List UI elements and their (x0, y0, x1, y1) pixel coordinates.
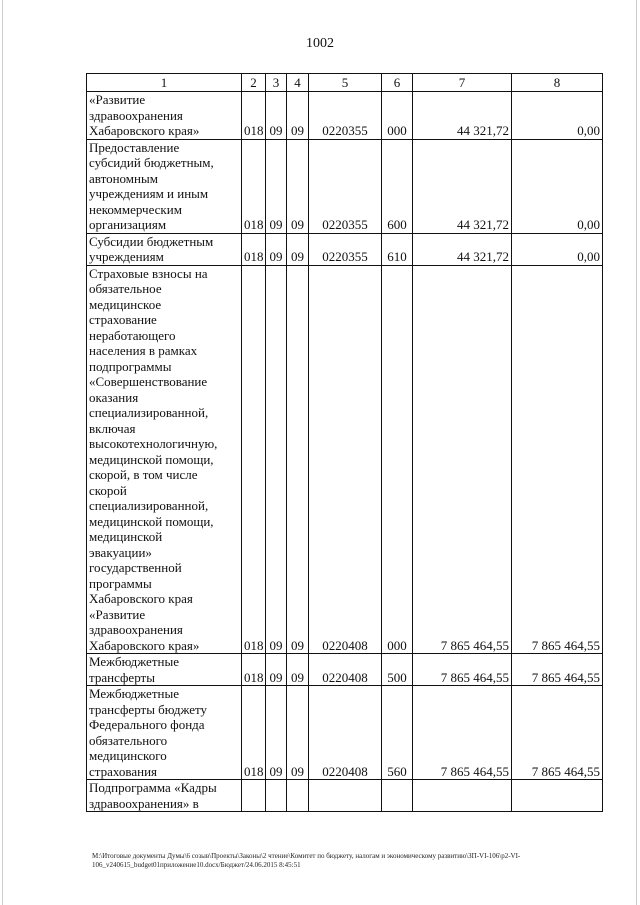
code-cell: 560 (382, 686, 413, 780)
header-cell: 3 (266, 74, 287, 92)
item-name-cell: Межбюджетные трансферты бюджету Федерального фонда обязательного медицинского страхования (87, 686, 242, 780)
header-cell: 1 (87, 74, 242, 92)
header-cell: 2 (242, 74, 266, 92)
code-cell: 018 (242, 92, 266, 140)
table-row (87, 780, 603, 812)
header-cell: 6 (382, 74, 413, 92)
code-cell: 600 (382, 139, 413, 233)
header-row (87, 74, 603, 92)
code-cell (266, 780, 287, 812)
code-cell: 0220355 (309, 92, 382, 140)
table-row (87, 233, 603, 265)
code-cell (287, 780, 309, 812)
item-name-cell: Субсидии бюджетным учреждениям (87, 233, 242, 265)
table-row (87, 265, 603, 654)
code-cell: 500 (382, 654, 413, 686)
code-cell: 0220408 (309, 654, 382, 686)
amount-cell: 7 865 464,55 (512, 265, 603, 654)
document-path-footer (92, 852, 612, 870)
item-name-cell: «Развитие здравоохранения Хабаровского края» (87, 92, 242, 140)
amount-cell (512, 780, 603, 812)
right-scan-edge (636, 0, 637, 905)
amount-cell: 0,00 (512, 233, 603, 265)
code-cell: 000 (382, 265, 413, 654)
header-cell: 5 (309, 74, 382, 92)
amount-cell (413, 780, 512, 812)
amount-cell: 7 865 464,55 (512, 686, 603, 780)
code-cell: 0220355 (309, 139, 382, 233)
code-cell: 610 (382, 233, 413, 265)
code-cell: 09 (287, 233, 309, 265)
amount-cell: 44 321,72 (413, 233, 512, 265)
item-name-cell: Предоставление субсидий бюджетным, автономным учреждениям и иным некоммерческим организациям (87, 139, 242, 233)
header-cell: 8 (512, 74, 603, 92)
code-cell (382, 780, 413, 812)
table-row (87, 654, 603, 686)
code-cell: 09 (287, 265, 309, 654)
code-cell: 000 (382, 92, 413, 140)
code-cell: 09 (266, 654, 287, 686)
amount-cell: 7 865 464,55 (512, 654, 603, 686)
table-row (87, 139, 603, 233)
code-cell: 09 (287, 139, 309, 233)
item-name-cell: Подпрограмма «Кадры здравоохранения» в (87, 780, 242, 812)
code-cell: 09 (287, 686, 309, 780)
item-name-cell: Страховые взносы на обязательное медицинское страхование неработающего населения в рамках подпрограммы «Совершенствование оказания специализированной, включая высокотехнологичную, медицинской помощи, скорой, в том числе скорой специализированной, медицинской помощи, медицинской эвакуации» государственной программы Хабаровского края «Развитие здравоохранения Хабаровского края» (87, 265, 242, 654)
code-cell: 018 (242, 233, 266, 265)
header-cell: 7 (413, 74, 512, 92)
code-cell: 018 (242, 654, 266, 686)
table-row (87, 92, 603, 140)
code-cell: 0220355 (309, 233, 382, 265)
header-cell: 4 (287, 74, 309, 92)
page-number: 1002 (306, 36, 334, 51)
code-cell: 09 (287, 654, 309, 686)
code-cell: 09 (266, 139, 287, 233)
code-cell: 018 (242, 265, 266, 654)
footer-line: 106_v240615_budget01приложение10.docx/Бюджет/24.06.2015 8:45:51 (92, 861, 301, 869)
code-cell: 09 (266, 265, 287, 654)
amount-cell: 44 321,72 (413, 139, 512, 233)
table-body (87, 74, 603, 812)
code-cell: 0220408 (309, 265, 382, 654)
code-cell: 09 (287, 92, 309, 140)
code-cell: 09 (266, 686, 287, 780)
code-cell: 018 (242, 139, 266, 233)
code-cell: 09 (266, 233, 287, 265)
code-cell (242, 780, 266, 812)
amount-cell: 44 321,72 (413, 92, 512, 140)
budget-table (86, 73, 603, 812)
footer-line: M:\Итоговые документы Думы\6 созыв\Проекты\Законы\2 чтение\Комитет по бюджету, налогам и экономическому развитию\ЗП-VI-106\р2-VI- (92, 852, 521, 860)
amount-cell: 0,00 (512, 139, 603, 233)
code-cell: 09 (266, 92, 287, 140)
amount-cell: 0,00 (512, 92, 603, 140)
table-row (87, 686, 603, 780)
amount-cell: 7 865 464,55 (413, 686, 512, 780)
code-cell (309, 780, 382, 812)
item-name-cell: Межбюджетные трансферты (87, 654, 242, 686)
amount-cell: 7 865 464,55 (413, 654, 512, 686)
amount-cell: 7 865 464,55 (413, 265, 512, 654)
code-cell: 018 (242, 686, 266, 780)
code-cell: 0220408 (309, 686, 382, 780)
left-scan-edge (2, 0, 3, 905)
